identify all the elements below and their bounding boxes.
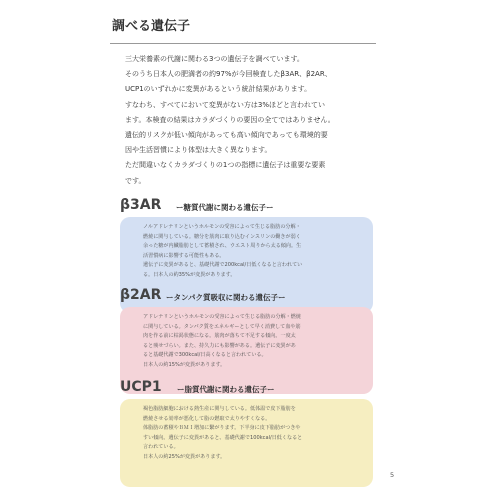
- gene-subtitle: ー脂質代謝に関わる遺伝子ー: [177, 385, 275, 394]
- intro-line: UCP1のいずれかに変異があるという統計結果があります。: [125, 85, 312, 94]
- page-number: 5: [390, 471, 395, 479]
- intro-line: すなわち、すべてにおいて変異がない方は3%ほどと言われてい: [125, 100, 325, 109]
- gene-description-line: 余った糖が内臓脂肪として蓄積され、ウエスト周りから太る傾向。生: [143, 243, 302, 249]
- gene-description-line: 日本人の約25%が変異があります。: [143, 453, 226, 460]
- intro-line: 因や生活習慣により体型は大きく異なります。: [125, 146, 272, 155]
- gene-header: [120, 197, 373, 217]
- gene-description-line: ると痩せづらい。また、持久力にも影響がある。遺伝子に変異があ: [143, 342, 296, 349]
- gene-header: [120, 287, 373, 307]
- intro-line: 遺伝的リスクが低い傾向があっても高い傾向であっても環境的要: [125, 131, 328, 140]
- gene-name: β3AR: [120, 197, 162, 213]
- gene-description-line: 燃焼させる効率が悪化して脂の燃取で太りやすくなる。: [143, 415, 271, 422]
- intro-line: ます。本検査の結果はカラダづくりの要因の全てではありません。: [125, 115, 335, 124]
- gene-description-line: 体脂肪の蓄積やＢＭＩ増加に繋がります。下半身に皮下脂肪がつきや: [143, 425, 301, 431]
- gene-description-line: ると基礎代謝で300kcal/日高くなると言われている。: [143, 352, 267, 358]
- gene-description-line: に関与している。タンパク質をエネルギーとして早く消費して血や筋: [143, 323, 301, 330]
- gene-subtitle: ータンパク質吸収に関わる遺伝子ー: [166, 293, 286, 302]
- page-title: 調べる遺伝子: [112, 19, 191, 34]
- gene-description-box: [120, 399, 373, 487]
- gene-description-line: ノルアドレナリンというホルモンの受容によって生じる脂肪の分解・: [143, 224, 301, 230]
- intro-line: です。: [125, 176, 146, 185]
- gene-description-line: すい傾向。遺伝子に変異があると、基礎代謝で100kcal/日低くなると: [143, 434, 303, 441]
- gene-description-line: 遺伝子に変異があると、基礎代謝で200kcal/日低くなると言われてい: [143, 262, 303, 268]
- gene-name: UCP1: [120, 379, 162, 395]
- gene-header: [120, 379, 373, 399]
- title-divider: [110, 43, 376, 44]
- gene-subtitle: ー糖質代謝に関わる遺伝子ー: [176, 203, 274, 212]
- gene-description-line: 日本人の約15%が変異があります。: [143, 361, 226, 368]
- gene-description-line: る。日本人の約35%が変異があります。: [143, 271, 236, 278]
- gene-description-line: 言われている。: [143, 444, 179, 450]
- gene-description-line: 活習慣病に影響する可能性もある。: [143, 252, 225, 259]
- intro-line: ただ間違いなくカラダづくりの1つの指標に遺伝子は重要な要素: [125, 161, 326, 170]
- gene-description-line: アドレナリンというホルモンの受容によって生じる脂肪の分解・燃焼: [143, 314, 301, 320]
- gene-description-line: 燃焼に関与している。糖分を筋肉に取り込むインスリンの働きが弱く: [143, 233, 301, 240]
- gene-section-b2ar: [120, 287, 373, 394]
- gene-name: β2AR: [120, 287, 162, 303]
- intro-line: そのうち日本人の肥満者の約97%が今回検査したβ3AR、β2AR、: [125, 70, 332, 79]
- gene-description-line: 肉を作る前に枯渇状態になる。筋肉が落ちて不足する傾向。一度太: [143, 333, 296, 339]
- gene-description-line: 褐色脂肪細胞における熱生産に関与している。低体温で皮下脂肪を: [143, 406, 296, 412]
- intro-line: 三大栄養素の代謝に関わる3つの遺伝子を調べています。: [125, 55, 304, 63]
- intro-text: [125, 52, 380, 189]
- gene-section-ucp1: [120, 379, 373, 487]
